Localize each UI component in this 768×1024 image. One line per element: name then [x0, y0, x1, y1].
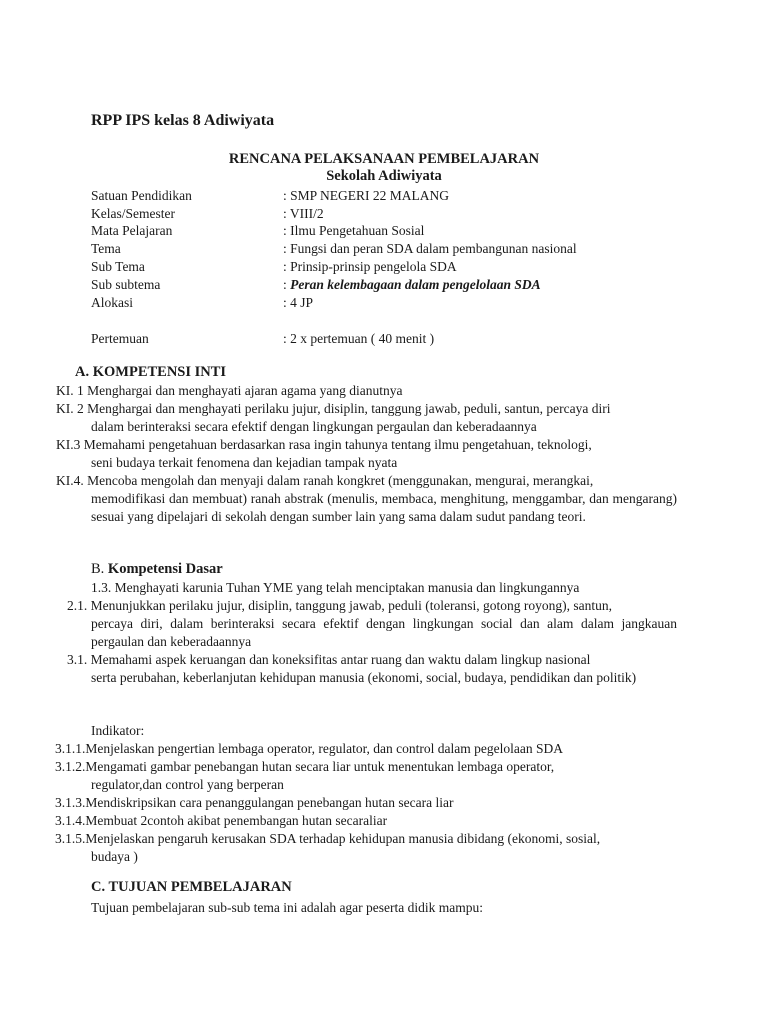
identity-label: Sub Tema — [91, 259, 145, 274]
indicator-text: Mengamati gambar penebangan hutan secara liar untuk menentukan lembaga operator, — [85, 759, 555, 774]
identity-label: Pertemuan — [91, 331, 149, 346]
identity-label: Tema — [91, 241, 121, 256]
school-type: Sekolah Adiwiyata — [326, 168, 442, 184]
indicator-number: 3.1.2. — [55, 759, 86, 774]
value-emphasis: Peran kelembagaan dalam pengelolaan SDA — [290, 277, 541, 292]
section-c-intro: Tujuan pembelajaran sub-sub tema ini adalah agar peserta didik mampu: — [91, 900, 484, 915]
identity-label: Mata Pelajaran — [91, 223, 173, 238]
section-b-prefix: B. — [91, 561, 105, 577]
section-b-heading — [91, 561, 223, 578]
indicator-number: 3.1.3. — [55, 795, 86, 810]
indicator-item — [55, 758, 677, 776]
ki-item-continuation: seni budaya terkait fenomena dan kejadian tampak nyata — [91, 455, 398, 470]
indicator-label: Indikator: — [91, 723, 145, 738]
indicator-item — [55, 812, 387, 829]
section-b-title: Kompetensi Dasar — [107, 561, 223, 577]
kd-item-continuation: serta perubahan, keberlanjutan kehidupan manusia (ekonomi, social, budaya, pendidikan dan politik) — [91, 670, 637, 685]
kd-item: 1.3. Menghayati karunia Tuhan YME yang telah menciptakan manusia dan lingkungannya — [91, 580, 580, 595]
ki-item: KI.4. Mencoba mengolah dan menyaji dalam ranah kongkret (menggunakan, mengurai, merangkai, — [56, 473, 594, 488]
section-a-heading: A. KOMPETENSI INTI — [75, 364, 227, 380]
indicator-text: Membuat 2contoh akibat penembangan hutan secaraliar — [85, 813, 388, 828]
kd-item: 2.1. Menunjukkan perilaku jujur, disiplin, tanggung jawab, peduli (toleransi, gotong royong), santun, — [67, 598, 612, 613]
ki-item-continuation: memodifikasi dan membuat) ranah abstrak (menulis, membaca, menghitung, menggambar, dan mengarang) sesuai yang dipelajari di sekolah dengan sumber lain yang sama dalam sudut pandang teori. — [91, 491, 677, 524]
indicator-text: Menjelaskan pengertian lembaga operator, regulator, dan control dalam pegelolaan SDA — [85, 741, 563, 756]
kd-item-continuation: percaya diri, dalam berinteraksi secara efektif dengan lingkungan social dan alam dalam jangkauan pergaulan dan keberadaannya — [91, 616, 677, 649]
ki-item: KI. 1 Menghargai dan menghayati ajaran agama yang dianutnya — [56, 383, 403, 398]
indicator-number: 3.1.1. — [55, 741, 86, 756]
ki-item: KI. 2 Menghargai dan menghayati perilaku jujur, disiplin, tanggung jawab, peduli, santun, percaya diri — [56, 401, 611, 416]
indicator-item — [55, 740, 563, 757]
indicator-number: 3.1.5. — [55, 831, 86, 846]
indicator-text: Mendiskripsikan cara penanggulangan penebangan hutan secara liar — [85, 795, 454, 810]
identity-value — [283, 276, 541, 293]
indicator-item — [55, 830, 677, 848]
identity-value: : VIII/2 — [283, 206, 324, 221]
identity-label: Satuan Pendidikan — [91, 188, 192, 203]
identity-value: : 4 JP — [283, 295, 314, 310]
plan-title: RENCANA PELAKSANAAN PEMBELAJARAN — [228, 151, 540, 167]
identity-value: : Prinsip-prinsip pengelola SDA — [283, 259, 457, 274]
indicator-number: 3.1.4. — [55, 813, 86, 828]
kd-item: 3.1. Memahami aspek keruangan dan koneksifitas antar ruang dan waktu dalam lingkup nasional — [67, 652, 591, 667]
ki-item: KI.3 Memahami pengetahuan berdasarkan rasa ingin tahunya tentang ilmu pengetahuan, teknologi, — [56, 437, 592, 452]
indicator-item — [55, 794, 453, 811]
indicator-continuation: regulator,dan control yang berperan — [91, 777, 284, 792]
indicator-continuation: budaya ) — [91, 849, 138, 864]
ki-item-continuation: dalam berinteraksi secara efektif dengan lingkungan pergaulan dan keberadaannya — [91, 419, 537, 434]
indicator-text: Menjelaskan pengaruh kerusakan SDA terhadap kehidupan manusia dibidang (ekonomi, sosial, — [85, 831, 601, 846]
identity-label: Sub subtema — [91, 277, 161, 292]
identity-value: : Fungsi dan peran SDA dalam pembangunan nasional — [283, 241, 577, 256]
document-title: RPP IPS kelas 8 Adiwiyata — [91, 112, 275, 129]
identity-value: : 2 x pertemuan ( 40 menit ) — [283, 331, 435, 346]
identity-value: : Ilmu Pengetahuan Sosial — [283, 223, 425, 238]
identity-label: Kelas/Semester — [91, 206, 175, 221]
value-prefix: : — [283, 277, 291, 292]
identity-value: : SMP NEGERI 22 MALANG — [283, 188, 450, 203]
identity-label: Alokasi — [91, 295, 133, 310]
section-c-heading: C. TUJUAN PEMBELAJARAN — [91, 879, 292, 895]
